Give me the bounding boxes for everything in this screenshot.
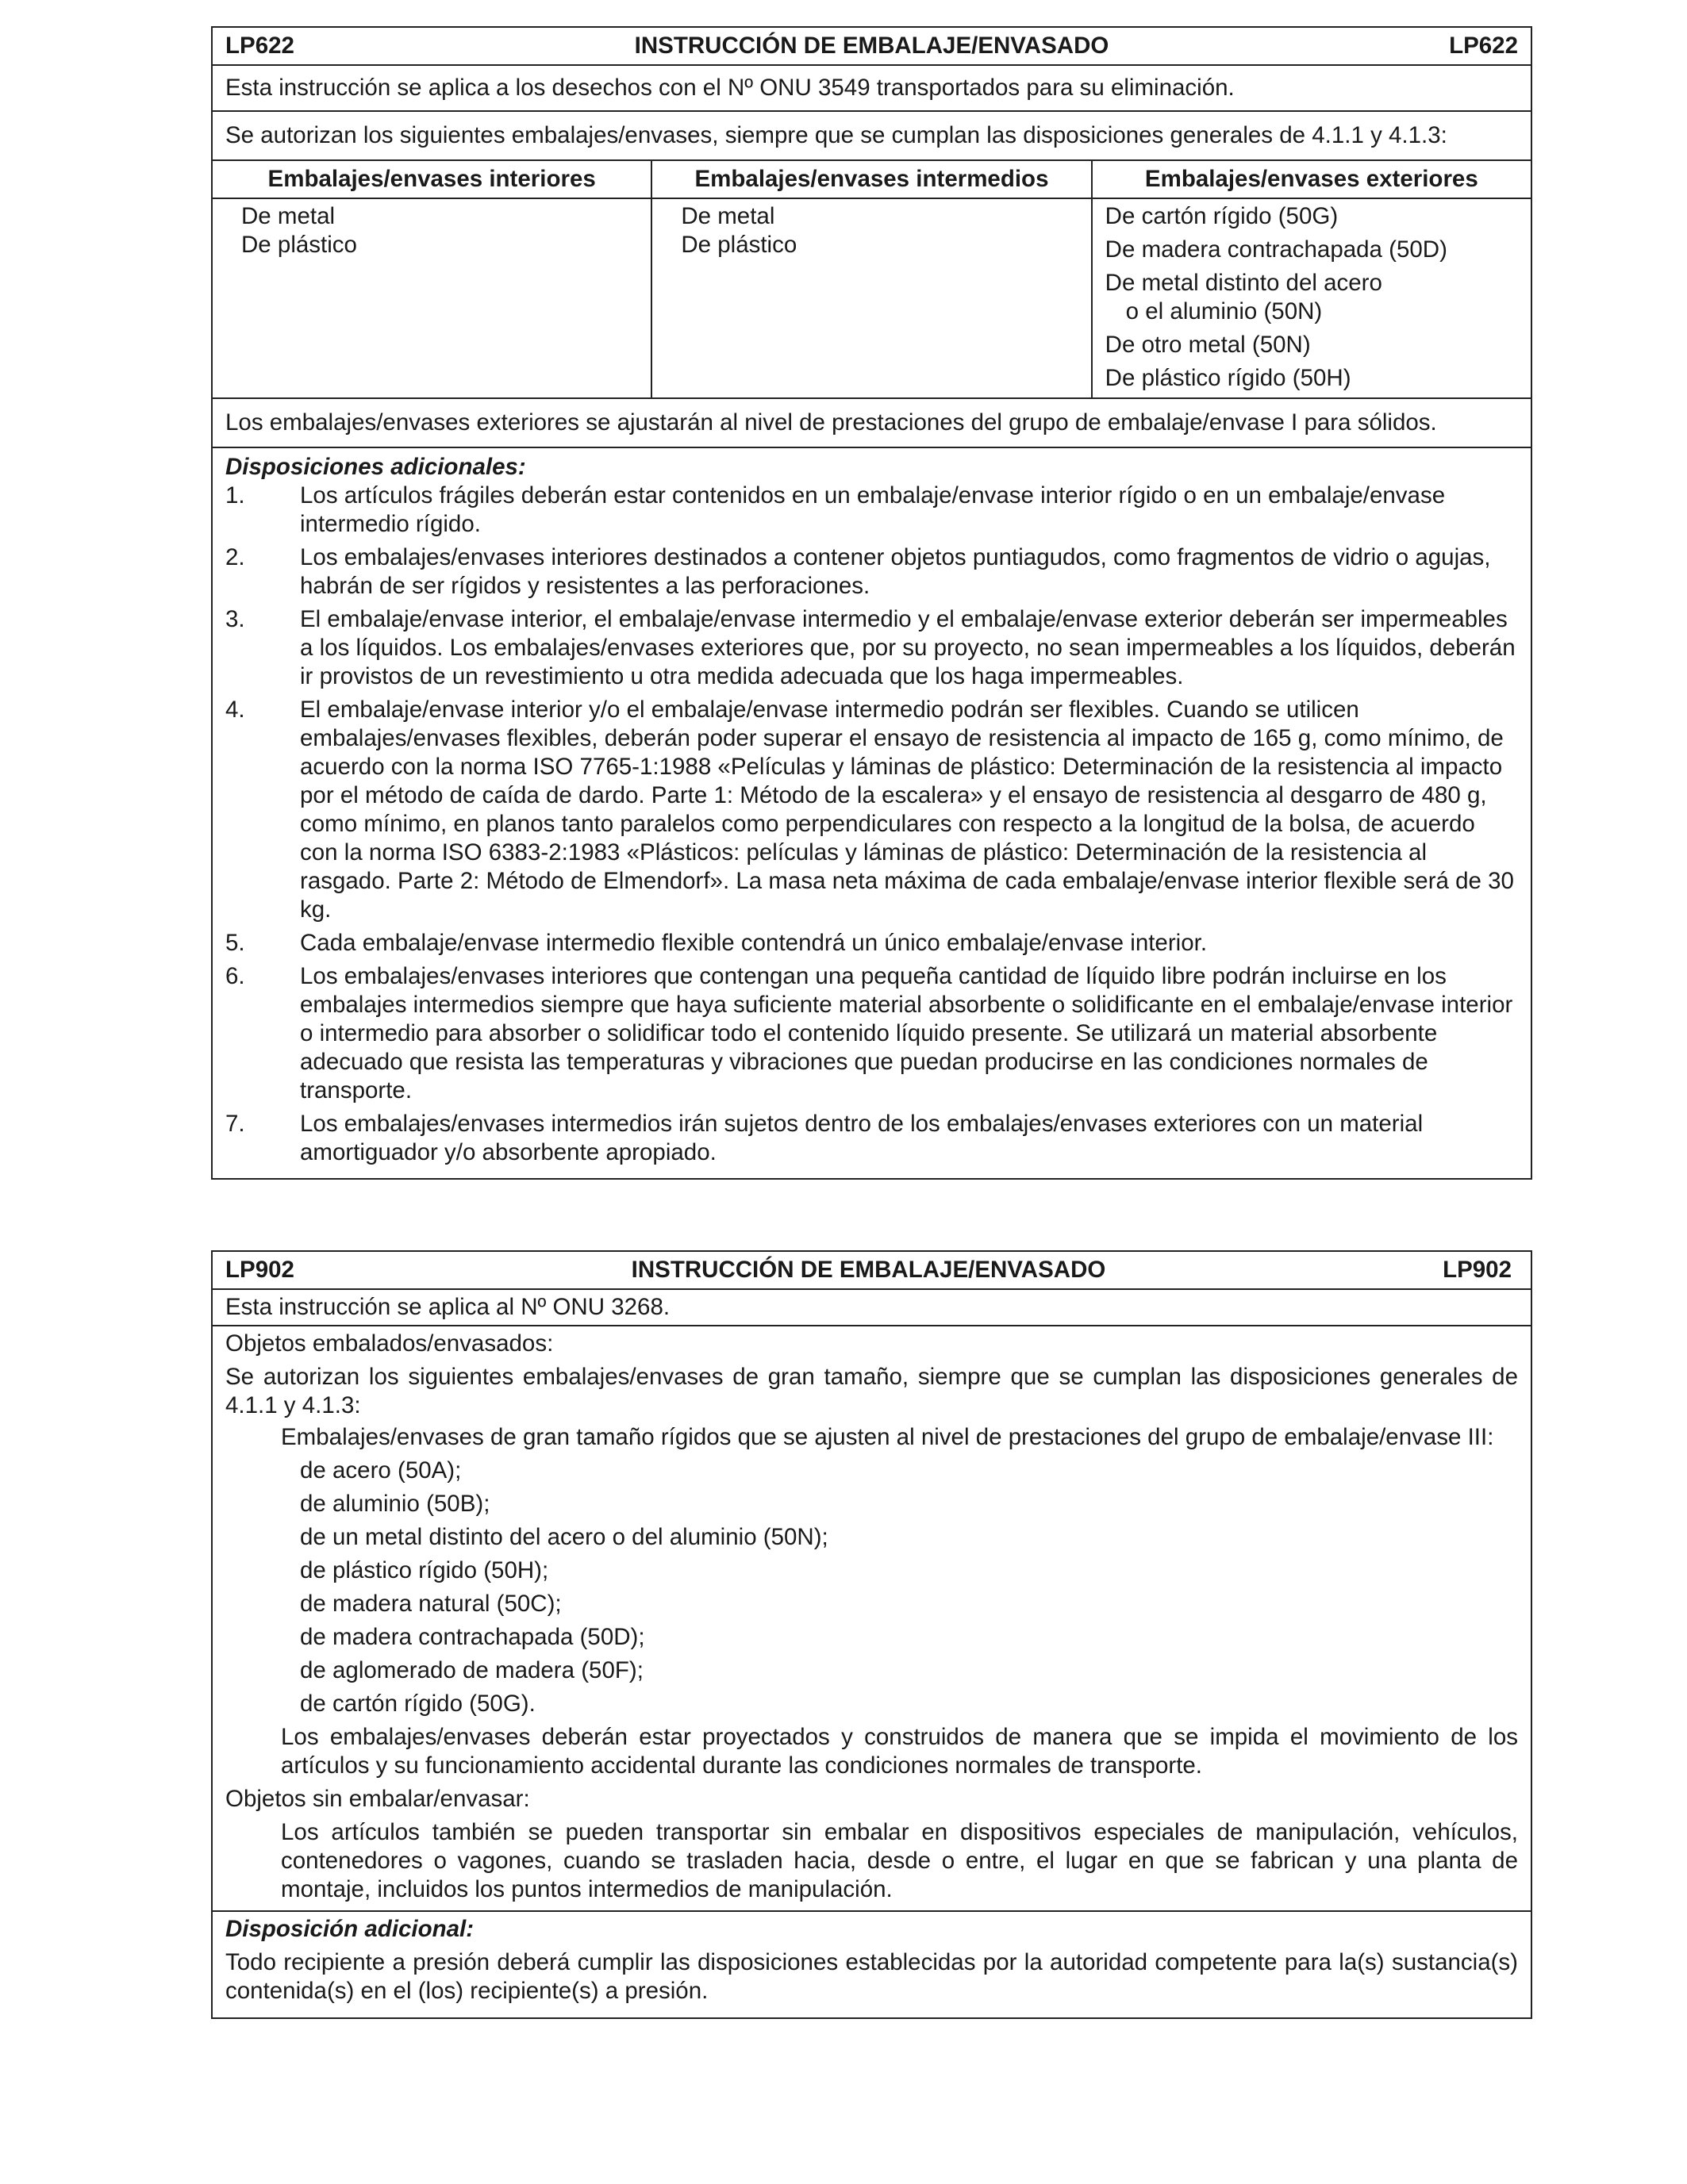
rigid-intro: Embalajes/envases de gran tamaño rígidos que se ajusten al nivel de prestaciones del grupo de embalaje/envase III:: [281, 1424, 1494, 1450]
provision-number: 6.: [225, 963, 245, 989]
provision-item: [225, 543, 1518, 601]
provision-text: Los artículos frágiles deberán estar contenidos en un embalaje/envase interior rígido o en un embalaje/envase intermedio rígido.: [300, 482, 1446, 537]
lp622-header: [213, 28, 1531, 66]
lp622-col-inner: [213, 161, 652, 397]
lp622-col-outer: [1093, 161, 1531, 397]
material-item: de aglomerado de madera (50F);: [300, 1657, 644, 1683]
lp622-title: INSTRUCCIÓN DE EMBALAJE/ENVASADO: [634, 33, 1109, 59]
material-item: de plástico rígido (50H);: [300, 1557, 549, 1583]
material-item: de cartón rígido (50G).: [300, 1691, 536, 1717]
lp622-scope: Esta instrucción se aplica a los desechos con el Nº ONU 3549 transportados para su eliminación.: [213, 66, 1531, 112]
col-item: De otro metal (50N): [1105, 332, 1311, 358]
col-item: De plástico: [241, 232, 357, 258]
lp622-additional-provisions: [213, 448, 1531, 1180]
lp902-title: INSTRUCCIÓN DE EMBALAJE/ENVASADO: [631, 1257, 1106, 1283]
material-item: de madera contrachapada (50D);: [300, 1624, 645, 1650]
provision-text: El embalaje/envase interior, el embalaje/envase intermedio y el embalaje/envase exterior deberán ser impermeables a los líquidos. Los embalajes/envases exteriores que, por su proyecto, no sean impermeables a los líquidos, deberán ir provistos de un revestimiento u otra medida adecuada que los haga impermeables.: [300, 606, 1516, 689]
provision-text: Los embalajes/envases interiores destinados a contener objetos puntiagudos, como fragmentos de vidrio o agujas, habrán de ser rígidos y resistentes a las perforaciones.: [300, 544, 1491, 599]
additional-text: Todo recipiente a presión deberá cumplir las disposiciones establecidas por la autoridad competente para la(s) sustancia(s) contenida(s) en el (los) recipiente(s) a presión.: [225, 1949, 1518, 2004]
col-item: De plástico rígido (50H): [1105, 365, 1351, 391]
lp622-instruction-table: [211, 26, 1532, 1180]
col-header: Embalajes/envases exteriores: [1093, 161, 1531, 199]
unpacked-title: Objetos sin embalar/envasar:: [225, 1786, 530, 1812]
provision-text: El embalaje/envase interior y/o el embalaje/envase intermedio podrán ser flexibles. Cuando se utilicen embalajes/envases flexibles, deberán poder superar el ensayo de resistencia al impacto de 165 g, como mínimo, de acuerdo con la norma ISO 7765-1:1988 «Películas y láminas de plástico: Determinación de la resistencia al impacto por el método de caída de dardo. Parte 1: Método de la escalera» y el ensayo de resistencia al desgarro de 480 g, como mínimo, en planos tanto paralelos como perpendiculares con respecto a la longitud de la bolsa, de acuerdo con la norma ISO 6383-2:1983 «Plásticos: películas y láminas de plástico: Determinación de la resistencia al rasgado. Parte 2: Método de Elmendorf». La masa neta máxima de cada embalaje/envase interior flexible será de 30 kg.: [300, 697, 1514, 923]
provision-text: Cada embalaje/envase intermedio flexible contendrá un único embalaje/envase interior.: [300, 930, 1208, 956]
lp902-header: [213, 1252, 1531, 1290]
provision-number: 4.: [225, 697, 245, 723]
lp902-additional-provision: [213, 1912, 1531, 2013]
col-item: De metal: [681, 203, 775, 229]
provision-item: [225, 929, 1518, 958]
material-item: de madera natural (50C);: [300, 1591, 562, 1617]
col-item: De plástico: [681, 232, 797, 258]
lp622-code-left: LP622: [225, 33, 294, 59]
lp902-instruction-table: [211, 1250, 1532, 2019]
provision-number: 5.: [225, 930, 245, 956]
unpacked-text: Los artículos también se pueden transportar sin embalar en dispositivos especiales de manipulación, vehículos, contenedores o vagones, cuando se trasladen hacia, desde o entre, el lugar en que se fabrican y una planta de montaje, incluidos los puntos intermedios de manipulación.: [281, 1819, 1518, 1902]
provision-item: [225, 1110, 1518, 1167]
material-item: de acero (50A);: [300, 1457, 462, 1484]
lp622-authorized: Se autorizan los siguientes embalajes/envases, siempre que se cumplan las disposiciones generales de 4.1.1 y 4.1.3:: [213, 112, 1531, 161]
lp902-packed-section: [213, 1326, 1531, 1912]
authorized-text: Se autorizan los siguientes embalajes/envases de gran tamaño, siempre que se cumplan las disposiciones generales de 4.1.1 y 4.1.3:: [225, 1364, 1518, 1418]
provision-number: 2.: [225, 544, 245, 570]
lp622-packaging-columns: [213, 161, 1531, 399]
col-item: De madera contrachapada (50D): [1105, 236, 1447, 263]
provision-item: [225, 605, 1518, 691]
packed-title: Objetos embalados/envasados:: [225, 1330, 554, 1357]
col-header: Embalajes/envases intermedios: [652, 161, 1090, 199]
lp622-performance: Los embalajes/envases exteriores se ajustarán al nivel de prestaciones del grupo de embalaje/envase I para sólidos.: [213, 399, 1531, 448]
col-item: De metal distinto del acero: [1105, 270, 1382, 296]
design-note: Los embalajes/envases deberán estar proyectados y construidos de manera que se impida el movimiento de los artículos y su funcionamiento accidental durante las condiciones normales de transporte.: [281, 1724, 1518, 1779]
lp902-scope: Esta instrucción se aplica al Nº ONU 3268.: [213, 1290, 1531, 1326]
provision-text: Los embalajes/envases interiores que contengan una pequeña cantidad de líquido libre podrán incluirse en los embalajes intermedios siempre que haya suficiente material absorbente o solidificante en el embalaje/envase interior o intermedio para absorber o solidificar todo el contenido líquido presente. Se utilizará un material absorbente adecuado que resista las temperaturas y vibraciones que puedan producirse en las condiciones normales de transporte.: [300, 963, 1513, 1104]
additional-title: Disposiciones adicionales:: [225, 454, 526, 480]
provision-item: [225, 962, 1518, 1105]
lp902-code-right: LP902: [1443, 1257, 1512, 1283]
lp622-code-right: LP622: [1449, 33, 1518, 59]
lp902-code-left: LP902: [225, 1257, 294, 1283]
provision-item: [225, 482, 1518, 539]
provision-number: 7.: [225, 1111, 245, 1137]
col-item: De metal: [241, 203, 336, 229]
col-header: Embalajes/envases interiores: [213, 161, 651, 199]
provision-text: Los embalajes/envases intermedios irán sujetos dentro de los embalajes/envases exteriores con un material amortiguador y/o absorbente apropiado.: [300, 1111, 1424, 1165]
materials-list: [225, 1457, 1518, 1718]
provision-number: 1.: [225, 482, 245, 509]
material-item: de aluminio (50B);: [300, 1491, 490, 1517]
material-item: de un metal distinto del acero o del aluminio (50N);: [300, 1524, 828, 1550]
provision-number: 3.: [225, 606, 245, 632]
col-item: De cartón rígido (50G): [1105, 203, 1339, 229]
additional-title: Disposición adicional:: [225, 1916, 475, 1942]
col-item: o el aluminio (50N): [1125, 298, 1323, 324]
provision-item: [225, 696, 1518, 924]
lp622-col-intermediate: [652, 161, 1092, 397]
